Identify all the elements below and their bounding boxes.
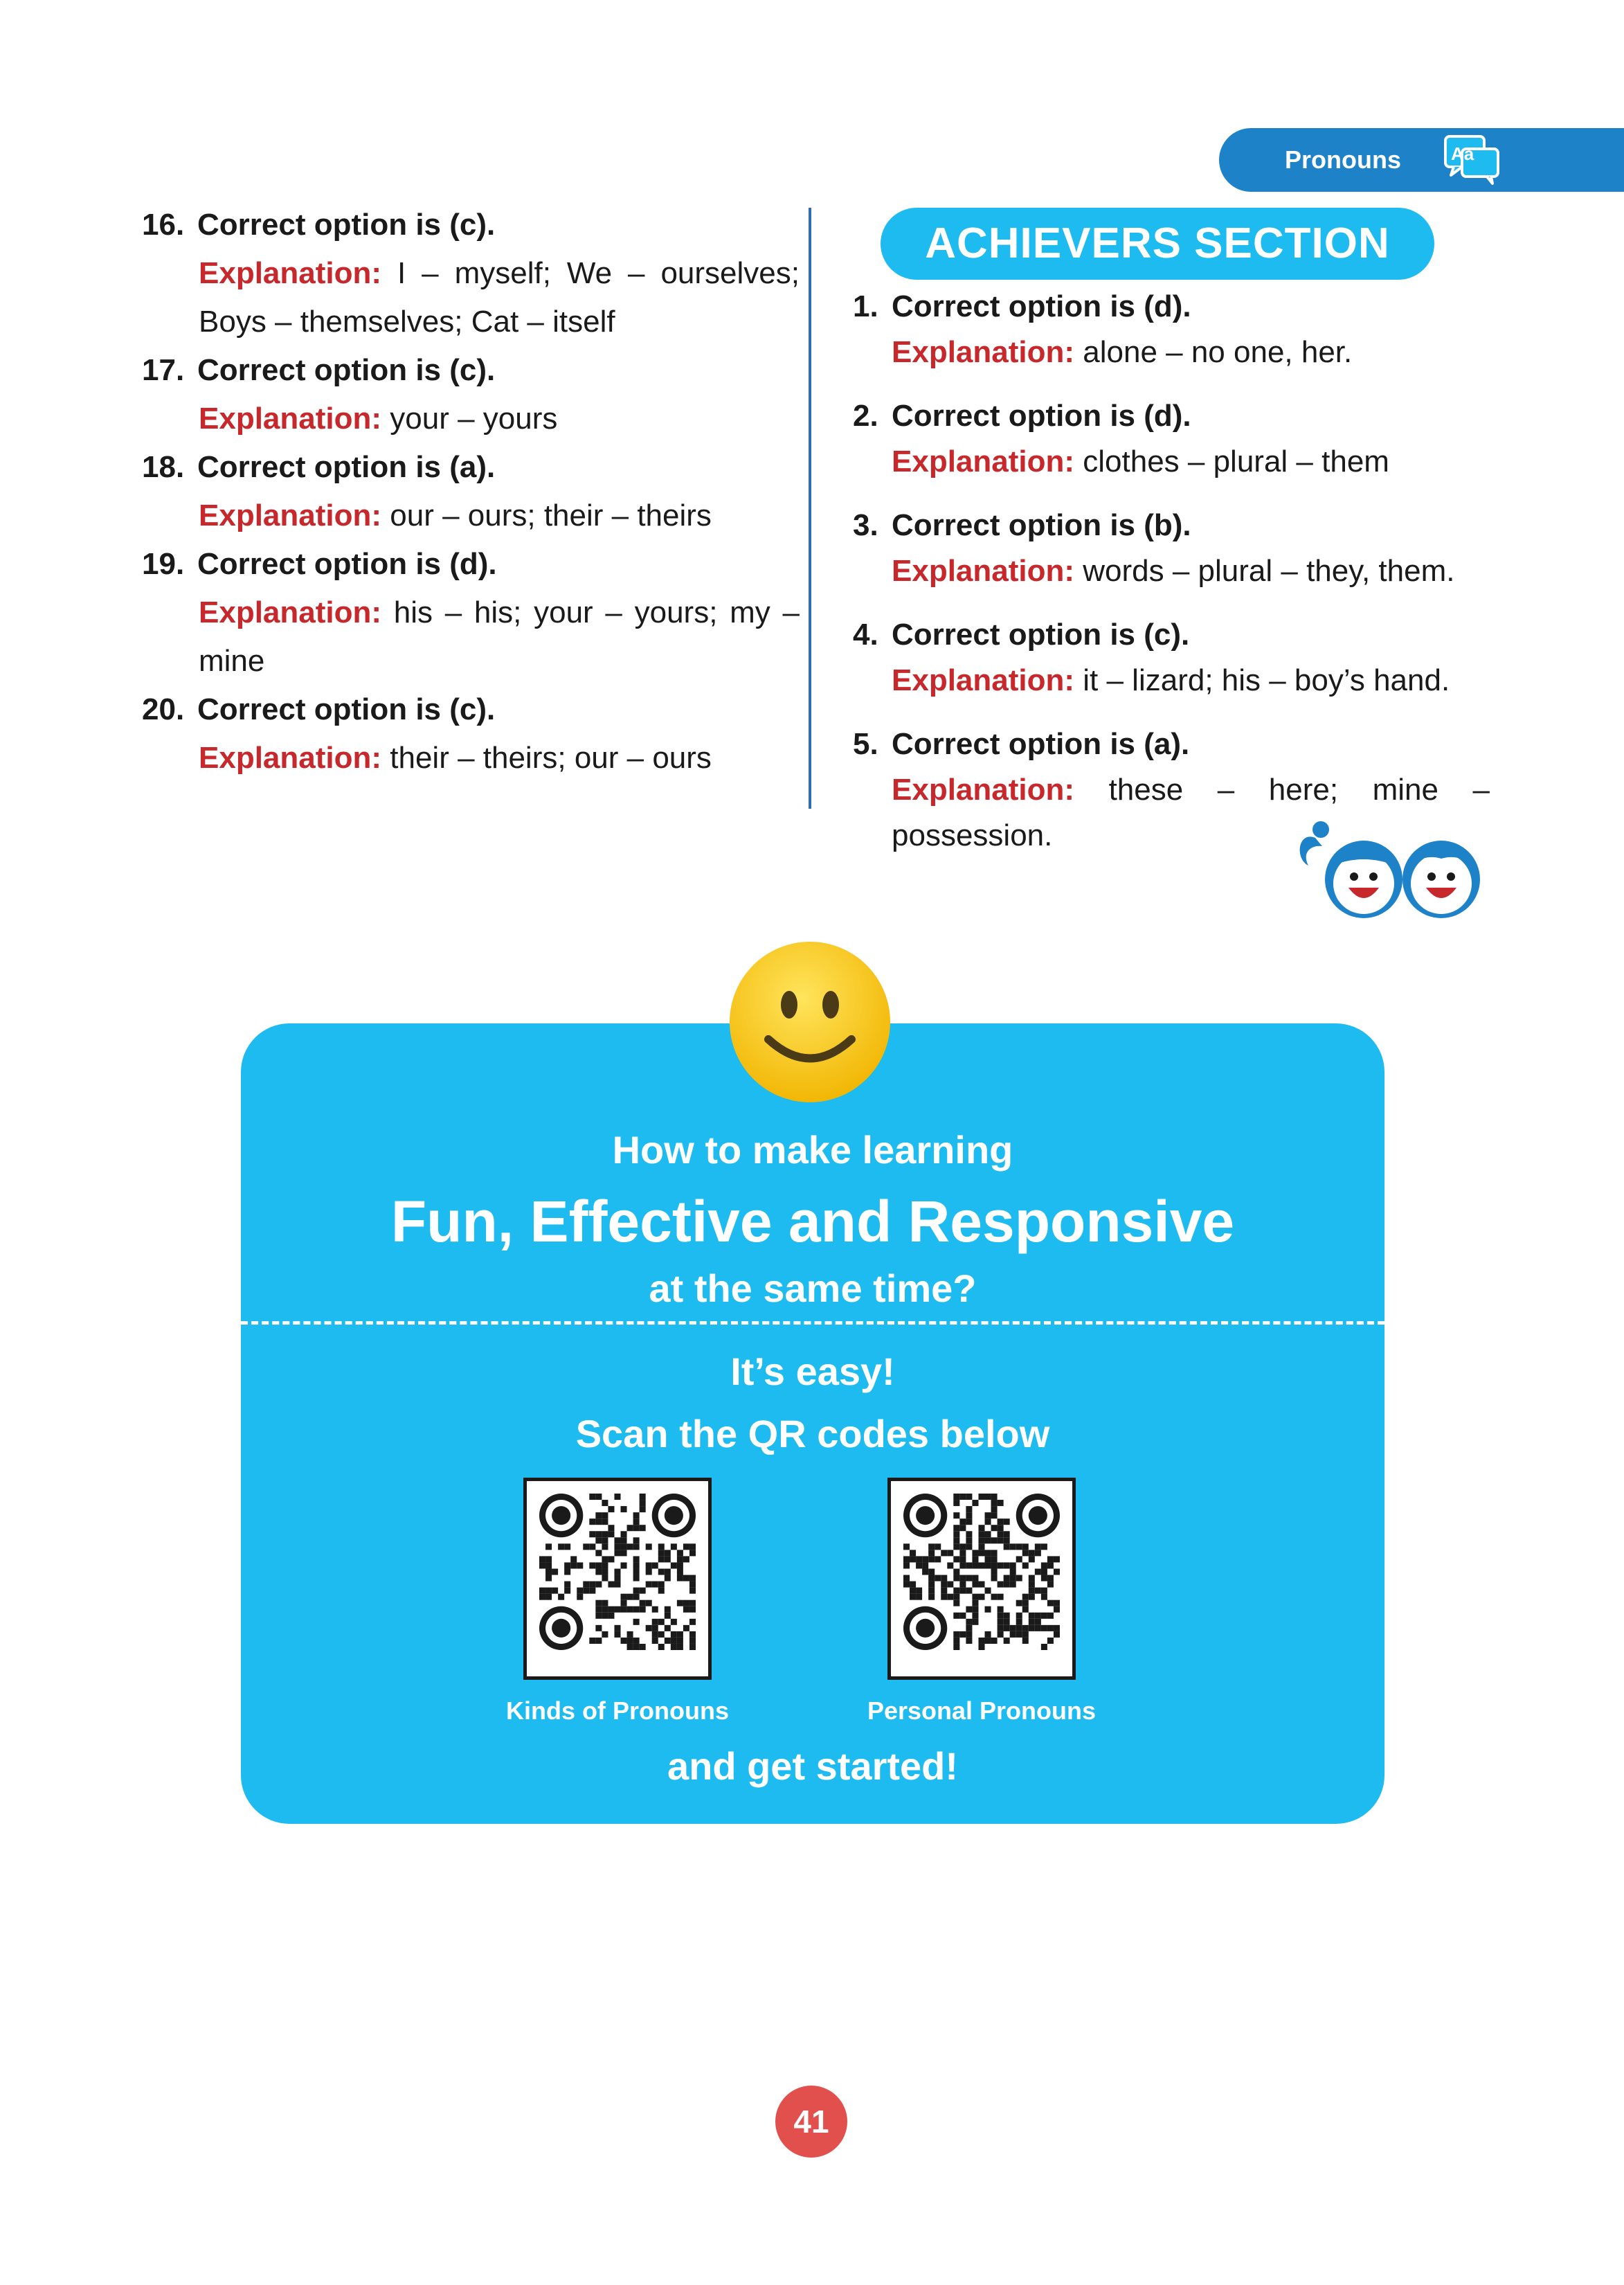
explanation-label: Explanation: <box>199 741 382 775</box>
banner-line-4: It’s easy! <box>730 1350 895 1393</box>
qr-code-personal-pronouns[interactable] <box>887 1478 1076 1680</box>
explanation-label: Explanation: <box>199 499 382 532</box>
answer-number: 5. <box>853 727 878 761</box>
answer-number: 17. <box>142 353 185 387</box>
answer-item <box>142 346 800 443</box>
answer-list-right <box>853 284 1490 877</box>
achievers-section-title: ACHIEVERS SECTION <box>881 208 1434 280</box>
answer-list-left <box>142 201 800 782</box>
answer-text: Correct option is (a). <box>892 727 1190 761</box>
answer-item <box>142 443 800 540</box>
answer-item <box>853 612 1490 704</box>
answer-text: Correct option is (c). <box>892 618 1190 652</box>
explanation-text: alone – no one, her. <box>1074 335 1353 369</box>
qr-code-icon <box>539 1494 696 1650</box>
answer-text: Correct option is (d). <box>892 399 1191 433</box>
answer-text: Correct option is (d). <box>197 547 497 581</box>
answer-text: Correct option is (b). <box>892 508 1191 542</box>
answer-item <box>853 284 1490 375</box>
answer-item <box>142 201 800 346</box>
section-label: Pronouns <box>1285 145 1401 174</box>
answer-number: 3. <box>853 508 878 542</box>
mascot-faces-icon <box>1294 810 1488 921</box>
qr-code-kinds-of-pronouns[interactable] <box>523 1478 712 1680</box>
explanation-text: words – plural – they, them. <box>1074 554 1455 588</box>
answer-number: 1. <box>853 289 878 323</box>
answer-item <box>853 503 1490 594</box>
answer-number: 2. <box>853 399 878 433</box>
smiley-face-icon <box>727 939 893 1105</box>
dashed-divider <box>241 1321 1384 1325</box>
explanation-label: Explanation: <box>199 256 382 290</box>
explanation-label: Explanation: <box>892 554 1075 588</box>
section-header-tab <box>1219 128 1624 192</box>
answer-text: Correct option is (a). <box>197 450 496 484</box>
explanation-label: Explanation: <box>199 595 382 629</box>
answer-text: Correct option is (d). <box>892 289 1191 323</box>
answer-number: 18. <box>142 450 185 484</box>
explanation-label: Explanation: <box>892 335 1075 369</box>
page-number-badge: 41 <box>775 2086 847 2158</box>
explanation-text: I – myself; We – ourselves; Boys – themselves; Cat – itself <box>199 256 800 339</box>
banner-line-1: How to make learning <box>612 1128 1013 1172</box>
answer-number: 16. <box>142 208 185 242</box>
explanation-label: Explanation: <box>892 445 1075 478</box>
banner-headline: Fun, Effective and Responsive <box>390 1189 1235 1254</box>
explanation-text: your – yours <box>381 402 558 436</box>
qr-caption-left: Kinds of Pronouns <box>506 1696 729 1725</box>
explanation-label: Explanation: <box>892 663 1075 697</box>
qr-code-icon <box>903 1494 1060 1650</box>
explanation-text: it – lizard; his – boy’s hand. <box>1074 663 1450 697</box>
answer-text: Correct option is (c). <box>197 692 496 726</box>
answer-item <box>142 540 800 686</box>
explanation-text: his – his; your – yours; my – mine <box>199 595 800 678</box>
answer-item <box>853 393 1490 485</box>
speech-bubble-aa-icon <box>1444 134 1501 186</box>
answer-item <box>142 686 800 782</box>
answer-number: 4. <box>853 618 878 652</box>
banner-line-3: at the same time? <box>649 1266 977 1310</box>
explanation-text: our – ours; their – theirs <box>381 499 712 532</box>
answer-text: Correct option is (c). <box>197 353 496 387</box>
explanation-text: clothes – plural – them <box>1074 445 1389 478</box>
banner-line-6: and get started! <box>667 1744 959 1788</box>
answer-number: 20. <box>142 692 185 726</box>
explanation-text: these – here; mine – possession. <box>892 773 1490 852</box>
answer-number: 19. <box>142 547 185 581</box>
column-divider <box>809 208 811 809</box>
explanation-text: their – theirs; our – ours <box>381 741 712 775</box>
explanation-label: Explanation: <box>199 402 382 436</box>
explanation-label: Explanation: <box>892 773 1075 807</box>
answer-text: Correct option is (c). <box>197 208 496 242</box>
qr-caption-right: Personal Pronouns <box>867 1696 1097 1725</box>
banner-line-5: Scan the QR codes below <box>575 1412 1050 1455</box>
qr-learning-banner <box>241 1023 1384 1824</box>
svg-text:Aa: Aa <box>1451 143 1474 164</box>
